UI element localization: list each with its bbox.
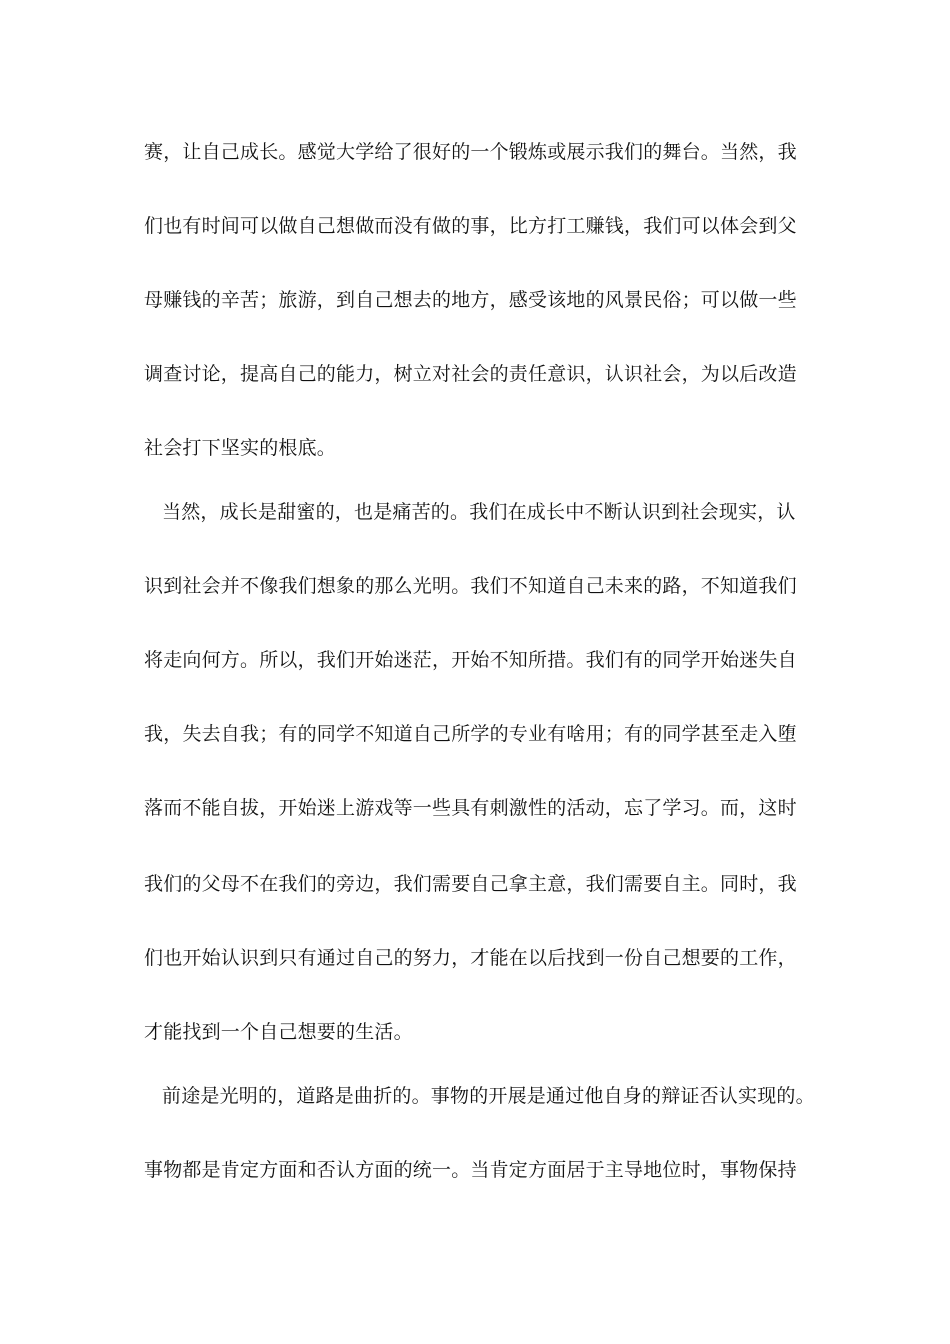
text-line: 我，失去自我；有的同学不知道自己所学的专业有啥用；有的同学甚至走入堕 xyxy=(144,723,797,745)
paragraph-first-line: 前途是光明的，道路是曲折的。事物的开展是通过他自身的辩证否认实现的。 xyxy=(162,1085,815,1107)
text-line: 识到社会并不像我们想象的那么光明。我们不知道自己未来的路，不知道我们 xyxy=(144,575,797,597)
text-line: 赛，让自己成长。感觉大学给了很好的一个锻炼或展示我们的舞台。当然，我 xyxy=(144,141,797,163)
text-line: 母赚钱的辛苦；旅游，到自己想去的地方，感受该地的风景民俗；可以做一些 xyxy=(144,289,797,311)
text-line: 调查讨论，提高自己的能力，树立对社会的责任意识，认识社会，为以后改造 xyxy=(144,363,797,385)
text-line: 事物都是肯定方面和否认方面的统一。当肯定方面居于主导地位时，事物保持 xyxy=(144,1159,797,1181)
text-line: 落而不能自拔，开始迷上游戏等一些具有刺激性的活动，忘了学习。而，这时 xyxy=(144,797,797,819)
text-line: 将走向何方。所以，我们开始迷茫，开始不知所措。我们有的同学开始迷失自 xyxy=(144,649,797,671)
text-line: 们也开始认识到只有通过自己的努力，才能在以后找到一份自己想要的工作， xyxy=(144,947,797,969)
paragraph-first-line: 当然，成长是甜蜜的，也是痛苦的。我们在成长中不断认识到社会现实，认 xyxy=(162,501,796,523)
text-line: 们也有时间可以做自己想做而没有做的事，比方打工赚钱，我们可以体会到父 xyxy=(144,215,797,237)
text-line: 我们的父母不在我们的旁边，我们需要自己拿主意，我们需要自主。同时，我 xyxy=(144,873,797,895)
text-line: 才能找到一个自己想要的生活。 xyxy=(144,1021,413,1043)
text-line: 社会打下坚实的根底。 xyxy=(144,437,337,459)
